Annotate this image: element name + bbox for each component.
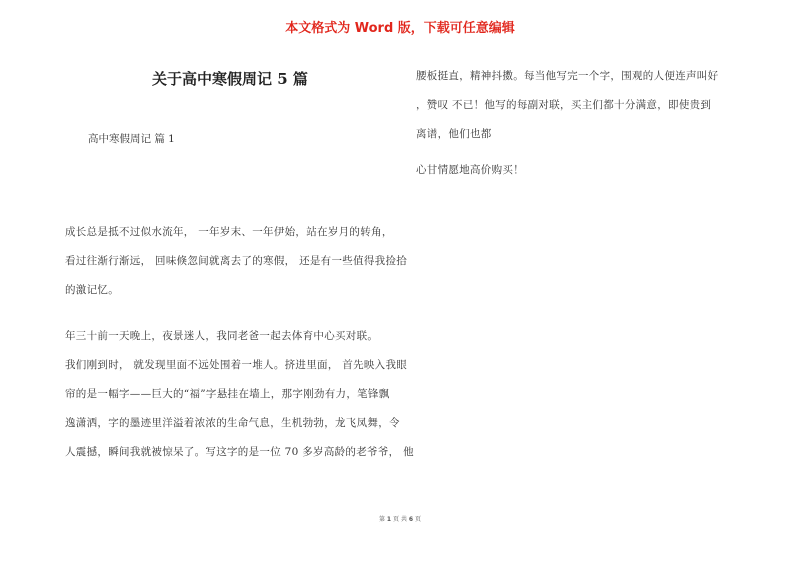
footer-middle: 页 共 [393, 516, 407, 523]
text-line: 腰板挺直，精神抖擞。每当他写完一个字，围观的人便连声叫好 [416, 70, 719, 82]
document-title: 关于高中寒假周记 5 篇 [152, 70, 308, 88]
footer-prefix: 第 [378, 516, 385, 523]
text-line: 帘的是一幅字——巨大的“福”字悬挂在墙上，那字刚劲有力，笔锋飘 [65, 388, 390, 400]
text-line: 年三十前一天晚上，夜景迷人，我同老爸一起去体育中心买对联。 [65, 330, 379, 342]
text-line: 我们刚到时， 就发现里面不远处围着一堆人。挤进里面， 首先映入我眼 [65, 359, 408, 371]
text-line: 成长总是抵不过似水流年， 一年岁末、一年伊始，站在岁月的转角， [65, 226, 393, 238]
footer-suffix: 页 [414, 516, 421, 523]
text-line: ，赞叹 不已！他写的每副对联，买主们都十分满意，即使贵到 [416, 99, 712, 111]
text-line: 逸潇洒，字的墨迹里洋溢着浓浓的生命气息，生机勃勃，龙飞凤舞，令 [65, 417, 400, 429]
download-banner: 本文格式为 Word 版，下载可任意编辑 [285, 21, 515, 36]
paragraph-1 [65, 222, 407, 309]
paragraph-2 [65, 326, 414, 471]
paragraph-3 [416, 66, 718, 153]
total-page-count: 6 [408, 516, 414, 523]
current-page-number: 1 [386, 516, 392, 523]
text-line: 看过往渐行渐远， 回味倏忽间就离去了的寒假， 还是有一些值得我捡拾 [65, 255, 408, 267]
text-line: 心甘情愿地高价购买！ [416, 164, 524, 176]
text-line: 离谱，他们也都 [416, 128, 492, 140]
paragraph-4 [416, 160, 524, 189]
section-heading: 高中寒假周记 篇 1 [88, 133, 175, 145]
text-line: 人震撼，瞬间我就被惊呆了。写这字的是一位 70 多岁高龄的老爷爷， 他 [65, 446, 414, 458]
page-footer [0, 514, 800, 523]
text-line: 的激记忆。 [65, 284, 119, 296]
